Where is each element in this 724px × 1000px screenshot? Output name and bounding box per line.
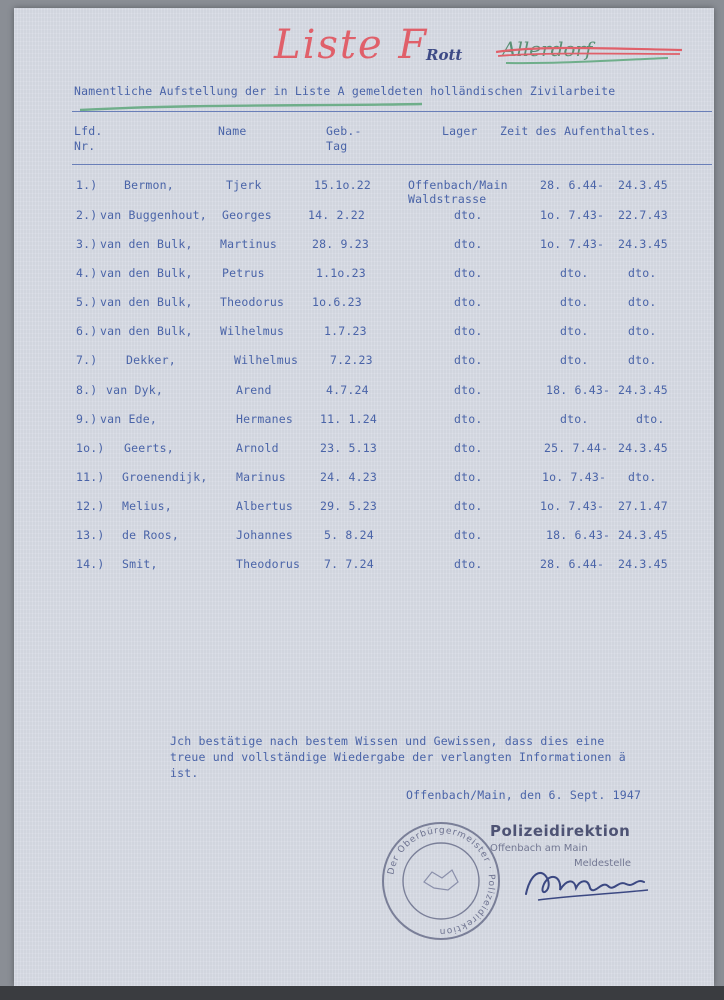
table-row [14,383,714,399]
column-header-nr-line2: Nr. [74,139,96,153]
table-row [14,324,714,340]
row-surname: de Roos, [122,528,179,542]
row-number: 3.) [76,237,98,251]
row-camp: dto. [454,441,483,455]
column-header-birthdate-line2: Tag [326,139,348,153]
row-given-name: Albertus [236,499,293,513]
row-birthdate: 1.1o.23 [316,266,366,280]
row-given-name: Marinus [236,470,286,484]
row-number: 9.) [76,412,98,426]
row-period-from: 25. 7.44- [544,441,609,455]
row-number: 1.) [76,178,98,192]
row-camp: dto. [454,324,483,338]
row-period-to: 24.3.45 [618,528,668,542]
column-header-nr: Lfd. [74,124,103,138]
row-given-name: Johannes [236,528,293,542]
heading-rule [72,111,712,112]
round-stamp-text: Der Oberbürgermeister · Polizeidirektion [386,825,497,937]
row-given-name: Arend [236,383,272,397]
row-camp: dto. [454,295,483,309]
row-given-name: Arnold [236,441,279,455]
table-row [14,557,714,573]
table-row [14,266,714,282]
row-birthdate: 4.7.24 [326,383,369,397]
document-page [14,8,714,986]
row-camp: dto. [454,208,483,222]
row-surname: van Dyk, [106,383,163,397]
row-surname: van den Bulk, [100,237,193,251]
handwritten-signature [518,854,668,914]
table-row [14,353,714,369]
row-number: 7.) [76,353,98,367]
row-number: 1o.) [76,441,105,455]
table-row [14,237,714,253]
row-camp: Offenbach/Main [408,178,508,192]
row-given-name: Wilhelmus [220,324,285,338]
certification-line-1: Jch bestätige nach bestem Wissen und Gewissen, dass dies eine [170,734,605,748]
row-given-name: Theodorus [220,295,285,309]
row-period-from: 1o. 7.43- [540,208,605,222]
row-surname: Groenendijk, [122,470,208,484]
row-period-from: 1o. 7.43- [542,470,607,484]
stamp-police-directorate: Polizeidirektion [490,822,631,840]
row-period-to: dto. [628,295,657,309]
row-given-name: Hermanes [236,412,293,426]
row-birthdate: 5. 8.24 [324,528,374,542]
row-given-name: Martinus [220,237,277,251]
row-period-to: 24.3.45 [618,557,668,571]
document-heading: Namentliche Aufstellung der in Liste A gemeldeten holländischen Zivilarbeite [74,84,616,98]
row-period-to: 24.3.45 [618,383,668,397]
table-row [14,528,714,544]
row-number: 11.) [76,470,105,484]
table-row [14,412,714,428]
row-number: 2.) [76,208,98,222]
row-camp: dto. [454,353,483,367]
row-number: 13.) [76,528,105,542]
handwritten-note: Rott [426,46,463,64]
row-period-from: 18. 6.43- [546,383,611,397]
row-birthdate: 11. 1.24 [320,412,377,426]
row-birthdate: 7. 7.24 [324,557,374,571]
row-given-name: Theodorus [236,557,301,571]
column-header-name: Name [218,124,247,138]
header-rule [72,164,712,165]
row-period-from: 28. 6.44- [540,557,605,571]
row-given-name: Tjerk [226,178,262,192]
round-official-stamp [380,820,502,942]
row-birthdate: 24. 4.23 [320,470,377,484]
handwritten-list-title: Liste F [274,22,429,68]
row-birthdate: 29. 5.23 [320,499,377,513]
column-header-period: Zeit des Aufenthaltes. [500,124,657,138]
row-period-from: dto. [560,324,589,338]
row-period-from: 1o. 7.43- [540,499,605,513]
row-surname: van Buggenhout, [100,208,207,222]
row-period-from: 28. 6.44- [540,178,605,192]
row-birthdate: 14. 2.22 [308,208,365,222]
row-surname: Bermon, [124,178,174,192]
row-camp: dto. [454,383,483,397]
row-period-to: 24.3.45 [618,178,668,192]
row-surname: van Ede, [100,412,157,426]
row-birthdate: 15.1o.22 [314,178,371,192]
row-camp: dto. [454,470,483,484]
column-header-birthdate: Geb.- [326,124,362,138]
row-period-from: dto. [560,266,589,280]
row-camp: dto. [454,528,483,542]
table-row [14,178,714,206]
row-period-to: dto. [628,324,657,338]
row-number: 4.) [76,266,98,280]
row-number: 8.) [76,383,98,397]
row-given-name: Wilhelmus [234,353,299,367]
row-camp: dto. [454,266,483,280]
row-camp: dto. [454,499,483,513]
table-row [14,470,714,486]
table-row [14,441,714,457]
table-row [14,208,714,224]
row-number: 12.) [76,499,105,513]
row-birthdate: 1o.6.23 [312,295,362,309]
row-given-name: Georges [222,208,272,222]
table-row [14,295,714,311]
row-surname: van den Bulk, [100,295,193,309]
row-surname: Geerts, [124,441,174,455]
row-camp: dto. [454,237,483,251]
struck-word-text: Allerdorf [502,37,593,61]
row-period-from: dto. [560,353,589,367]
row-period-from: dto. [560,412,589,426]
row-period-from: 1o. 7.43- [540,237,605,251]
struck-out-word [496,36,682,66]
row-camp: dto. [454,557,483,571]
scanner-border [0,986,724,1000]
row-period-to: dto. [628,470,657,484]
row-surname: Dekker, [126,353,176,367]
row-period-to: dto. [636,412,665,426]
row-camp-street: Waldstrasse [408,192,487,206]
row-birthdate: 23. 5.13 [320,441,377,455]
row-number: 5.) [76,295,98,309]
row-period-to: 22.7.43 [618,208,668,222]
row-period-to: dto. [628,353,657,367]
certification-line-3: ist. [170,766,199,780]
row-birthdate: 1.7.23 [324,324,367,338]
row-period-to: 24.3.45 [618,237,668,251]
row-period-to: 27.1.47 [618,499,668,513]
row-number: 6.) [76,324,98,338]
row-period-to: dto. [628,266,657,280]
row-surname: van den Bulk, [100,324,193,338]
certification-line-2: treue und vollständige Wiedergabe der verlangten Informationen ä [170,750,626,764]
stamp-registration-office: Meldestelle [574,858,632,869]
column-header-camp: Lager [442,124,478,138]
row-period-from: 18. 6.43- [546,528,611,542]
row-camp: dto. [454,412,483,426]
row-birthdate: 7.2.23 [330,353,373,367]
row-surname: van den Bulk, [100,266,193,280]
row-given-name: Petrus [222,266,265,280]
row-surname: Smit, [122,557,158,571]
row-birthdate: 28. 9.23 [312,237,369,251]
row-period-to: 24.3.45 [618,441,668,455]
table-row [14,499,714,515]
stamp-city: Offenbach am Main [490,843,588,854]
row-number: 14.) [76,557,105,571]
row-period-from: dto. [560,295,589,309]
row-surname: Melius, [122,499,172,513]
place-and-date: Offenbach/Main, den 6. Sept. 1947 [406,788,642,802]
